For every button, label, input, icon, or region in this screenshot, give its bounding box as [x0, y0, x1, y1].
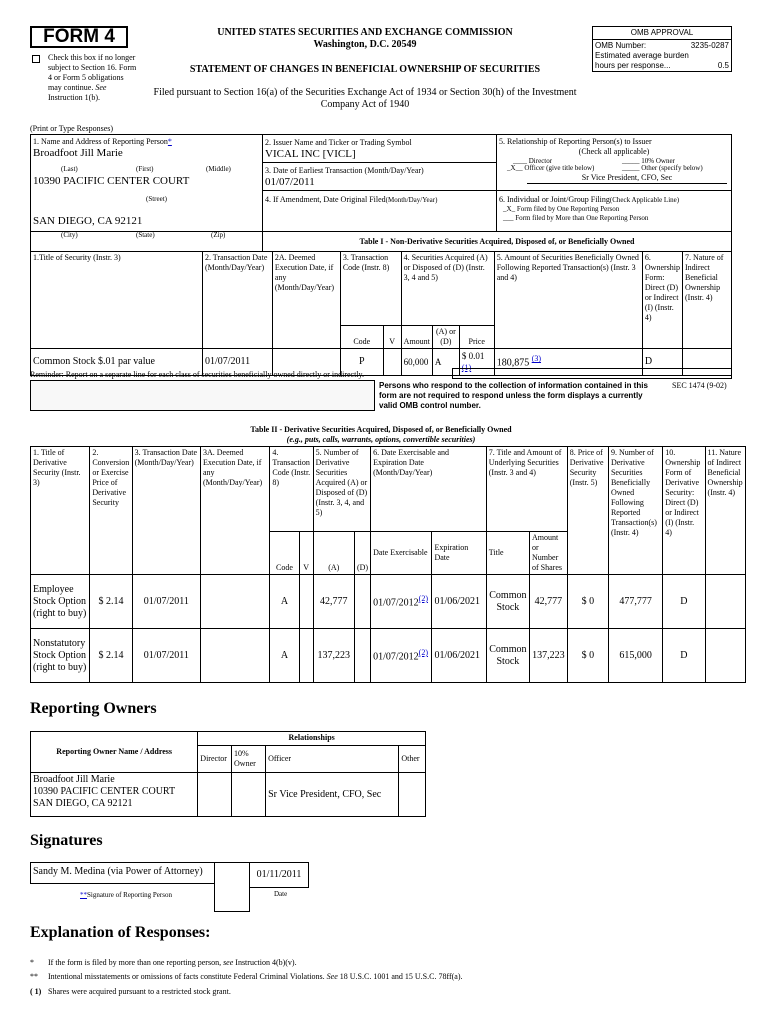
- omb-burden-row: Estimated average burden hours per response... 0.5: [595, 51, 729, 70]
- t2-h11: 11. Nature of Indirect Beneficial Ownership (Instr. 4): [705, 447, 745, 575]
- table1-title-box: [262, 231, 732, 252]
- table-row: Common Stock $.01 par value 01/07/2011 P 60,000 A $ 0.01 (1) 180,875 $^{(3)}$ D: [31, 349, 732, 376]
- signature-box: [30, 862, 215, 884]
- t2-h3: 3. Transaction Date (Month/Day/Year): [132, 447, 200, 575]
- t1-h5: 5. Amount of Securities Beneficially Owned Following Reported Transaction(s) (Instr. 3 and 4): [494, 252, 642, 349]
- omb-notice: Persons who respond to the collection of information contained in this form are not required to respond unless the form displays a currently valid OMB control number.: [379, 381, 648, 410]
- table-row: Employee Stock Option (right to buy) $ 2.14 01/07/2011 A 42,777 01/07/2012$^{(2)}$ 01/06/2021 Common Stock 42,777 $ 0 477,777 D: [31, 575, 746, 629]
- omb-approval-box: [592, 26, 732, 72]
- form-4-label-box: [30, 26, 128, 48]
- earliest-transaction-date: 01/07/2011: [265, 176, 315, 188]
- statement-title: STATEMENT OF CHANGES IN BENEFICIAL OWNERSHIP OF SECURITIES: [189, 64, 541, 75]
- no-longer-subject-checkbox[interactable]: [32, 55, 40, 63]
- table1: [30, 251, 732, 376]
- reminder-text: Reminder: Report on a separate line for each class of securities beneficially owned directly or indirectly.: [30, 370, 365, 379]
- price-footnote-link[interactable]: (1): [461, 363, 472, 372]
- t1-h1: 1.Title of Security (Instr. 3): [31, 252, 203, 349]
- omb-number-row: OMB Number: 3235-0287: [595, 41, 729, 50]
- footnote-2: ** Intentional misstatements or omissions of facts constitute Federal Criminal Violations. See 18 U.S.C. 1001 and 15 U.S.C. 78ff(a).: [30, 972, 463, 981]
- signature-date-box: [249, 862, 309, 888]
- t2-h2: 2. Conversion or Exercise Price of Derivative Security: [90, 447, 132, 575]
- date-exercisable-footnote-link[interactable]: (2): [418, 647, 428, 657]
- footnote-1: * If the form is filed by more than one reporting person, see Instruction 4(b)(v).: [30, 958, 297, 967]
- t1-h3: 3. Transaction Code (Instr. 8): [340, 252, 401, 326]
- agency-title: UNITED STATES SECURITIES AND EXCHANGE COMMISSION Washington, D.C. 20549: [217, 27, 513, 50]
- owned-footnote-link[interactable]: (3): [531, 354, 542, 364]
- t1-sub-amount: Amount: [401, 326, 432, 349]
- t2-h4: 4. Transaction Code (Instr. 8): [270, 447, 313, 532]
- reporting-person-name: Broadfoot Jill Marie: [33, 147, 123, 159]
- omb-title: OMB APPROVAL: [593, 27, 731, 40]
- form-4-label: FORM 4: [43, 26, 115, 47]
- footnote-3: ( 1) Shares were acquired pursuant to a restricted stock grant.: [30, 987, 231, 996]
- reporting-person-city: SAN DIEGO, CA 92121: [33, 215, 143, 227]
- t1-h2a: 2A. Deemed Execution Date, if any (Month/Day/Year): [272, 252, 340, 349]
- t2-h9: 9. Number of Derivative Securities Beneficially Owned Following Reported Transaction(s) (Instr. 4): [608, 447, 662, 575]
- signature-label: **Signature of Reporting Person: [80, 891, 172, 899]
- issuer-name: VICAL INC [VICL]: [265, 148, 356, 160]
- reporting-person-street: 10390 PACIFIC CENTER COURT: [33, 175, 190, 187]
- t1-h6: 6. Ownership Form: Direct (D) or Indirect (I) (Instr. 4): [642, 252, 682, 349]
- checkbox-text: Check this box if no longer subject to Section 16. Form 4 or Form 5 obligations may continue. See Instruction 1(b).: [48, 53, 137, 102]
- t2-h5: 5. Number of Derivative Securities Acquired (A) or Disposed of (D) (Instr. 3, 4, and 5): [313, 447, 370, 532]
- sec-blank-box: [452, 368, 732, 379]
- signature-extra-box: [214, 862, 250, 912]
- t1-h7: 7. Nature of Indirect Beneficial Ownership (Instr. 4): [683, 252, 732, 349]
- table2-title: Table II - Derivative Securities Acquired, Disposed of, or Beneficially Owned (e.g., puts, calls, warrants, options, convertible securities): [250, 425, 512, 444]
- explanation-heading: Explanation of Responses:: [30, 924, 211, 941]
- t2-h3a: 3A. Deemed Execution Date, if any (Month/Day/Year): [201, 447, 270, 575]
- filed-pursuant: Filed pursuant to Section 16(a) of the Securities Exchange Act of 1934 or Section 30(h) of the Investment Company Act of 1940: [153, 87, 577, 110]
- one-person-checkmark: X: [506, 205, 512, 213]
- t1-sub-aord: (A) or (D): [432, 326, 459, 349]
- t2-h8: 8. Price of Derivative Security (Instr. 5): [567, 447, 608, 575]
- group-filing-box: 6. Individual or Joint/Group Filing(Check Applicable Line) _X_ Form filed by One Reporting Person ___ Form filed by More than One Reporting Person: [496, 190, 732, 232]
- table1-title: Table I - Non-Derivative Securities Acquired, Disposed of, or Beneficially Owned: [359, 237, 635, 246]
- print-note: (Print or Type Responses): [30, 124, 114, 133]
- t2-h1: 1. Title of Derivative Security (Instr. 3): [31, 447, 90, 575]
- reporting-person-box: 1. Name and Address of Reporting Person* Broadfoot Jill Marie (Last) (First) (Middle) 10390 PACIFIC CENTER COURT (Street) SAN DIEGO, CA 92121: [30, 134, 263, 232]
- amendment-box: 4. If Amendment, Date Original Filed(Month/Day/Year): [262, 190, 497, 232]
- reporting-person-footnote-link[interactable]: *: [167, 137, 172, 146]
- officer-title: Sr Vice President, CFO, Sec: [527, 173, 727, 184]
- t1-h2: 2. Transaction Date (Month/Day/Year): [202, 252, 272, 349]
- earliest-transaction-box: 3. Date of Earliest Transaction (Month/Day/Year) 01/07/2011: [262, 162, 497, 191]
- t1-sub-price: Price: [459, 326, 494, 349]
- signatures-heading: Signatures: [30, 832, 103, 849]
- reporting-owners-heading: Reporting Owners: [30, 700, 157, 717]
- t2-h6: 6. Date Exercisable and Expiration Date (Month/Day/Year): [371, 447, 487, 532]
- table2: 1. Title of Derivative Security (Instr. 3) 2. Conversion or Exercise Price of Derivative Security 3. Transaction Date (Month/Day/Year) 3A. Deemed Execution Date, if any (Month/Day/Year) 4. Transaction Code (Instr. 8) 5. Number of Derivative Securities Acquired (A) or Disposed of (D) (Instr. 3, 4, and 5) 6. Date Exercisable and Expiration Date (Month/Day/Year) 7. Title and Amount of Underlying Securities (Instr. 3 and 4) 8. Price of Derivative Security (Instr. 5) 9. Number of Derivative Securities Beneficially Owned Following Reported Transaction(s) (Instr. 4) 10. Ownership Form of Derivative Security: Direct (D) or Indirect (I) (Instr. 4) 11. Nature of Indirect Beneficial Ownership (Instr. 4) Code V (A) (D) Date Exercisable Expiration Date Title Amount or Number of Shares Employee Stock Option (right to buy) $ 2.14 01/07/2011 A 42,777 01/07/2012$^{(2)}$ 01/06/2021 Common Stock 42,777 $ 0 477,777 D Nonstatutory Stock Option (right to buy) $ 2.14 01/07/2011 A 137,223 01/07/2012$^{(2)}$ 01/06/2021 Common Stock 137,223 $ 0 615,000 D: [30, 446, 746, 683]
- t1-h4: 4. Securities Acquired (A) or Disposed of (D) (Instr. 3, 4 and 5): [401, 252, 494, 326]
- t1-sub-v: V: [383, 326, 401, 349]
- date-label: Date: [274, 890, 288, 898]
- table-row: Broadfoot Jill Marie 10390 PACIFIC CENTER COURT SAN DIEGO, CA 92121 Sr Vice President, CFO, Sec: [31, 773, 426, 817]
- sec-code: SEC 1474 (9-02): [672, 381, 727, 390]
- reporting-owners-table: Reporting Owner Name / Address Relationships Director 10% Owner Officer Other Broadfoot Jill Marie 10390 PACIFIC CENTER COURT SAN DIEGO, CA 92121 Sr Vice President, CFO, Sec: [30, 731, 426, 817]
- city-state-zip-labels: (City) (State) (Zip): [30, 231, 263, 252]
- t2-h10: 10. Ownership Form of Derivative Security: Direct (D) or Indirect (I) (Instr. 4): [663, 447, 705, 575]
- table-row: Nonstatutory Stock Option (right to buy) $ 2.14 01/07/2011 A 137,223 01/07/2012$^{(2)}$ 01/06/2021 Common Stock 137,223 $ 0 615,000 D: [31, 629, 746, 683]
- officer-checkmark: X: [510, 164, 516, 172]
- issuer-box: 2. Issuer Name and Ticker or Trading Symbol VICAL INC [VICL]: [262, 134, 497, 163]
- t2-h7: 7. Title and Amount of Underlying Securities (Instr. 3 and 4): [486, 447, 567, 532]
- t1-sub-code: Code: [340, 326, 383, 349]
- relationship-box: 5. Relationship of Reporting Person(s) to Issuer (Check all applicable) ____ Director _____ 10% Owner _X__ Officer (give title below) _____ Other (specify below) Sr Vice President, CFO, Sec: [496, 134, 732, 191]
- reminder-blank-box: [30, 380, 375, 411]
- signature-date: 01/11/2011: [256, 869, 302, 880]
- signature-footnote-link[interactable]: **: [80, 891, 87, 899]
- signer-name: Sandy M. Medina (via Power of Attorney): [33, 866, 203, 877]
- date-exercisable-footnote-link[interactable]: (2): [418, 593, 428, 603]
